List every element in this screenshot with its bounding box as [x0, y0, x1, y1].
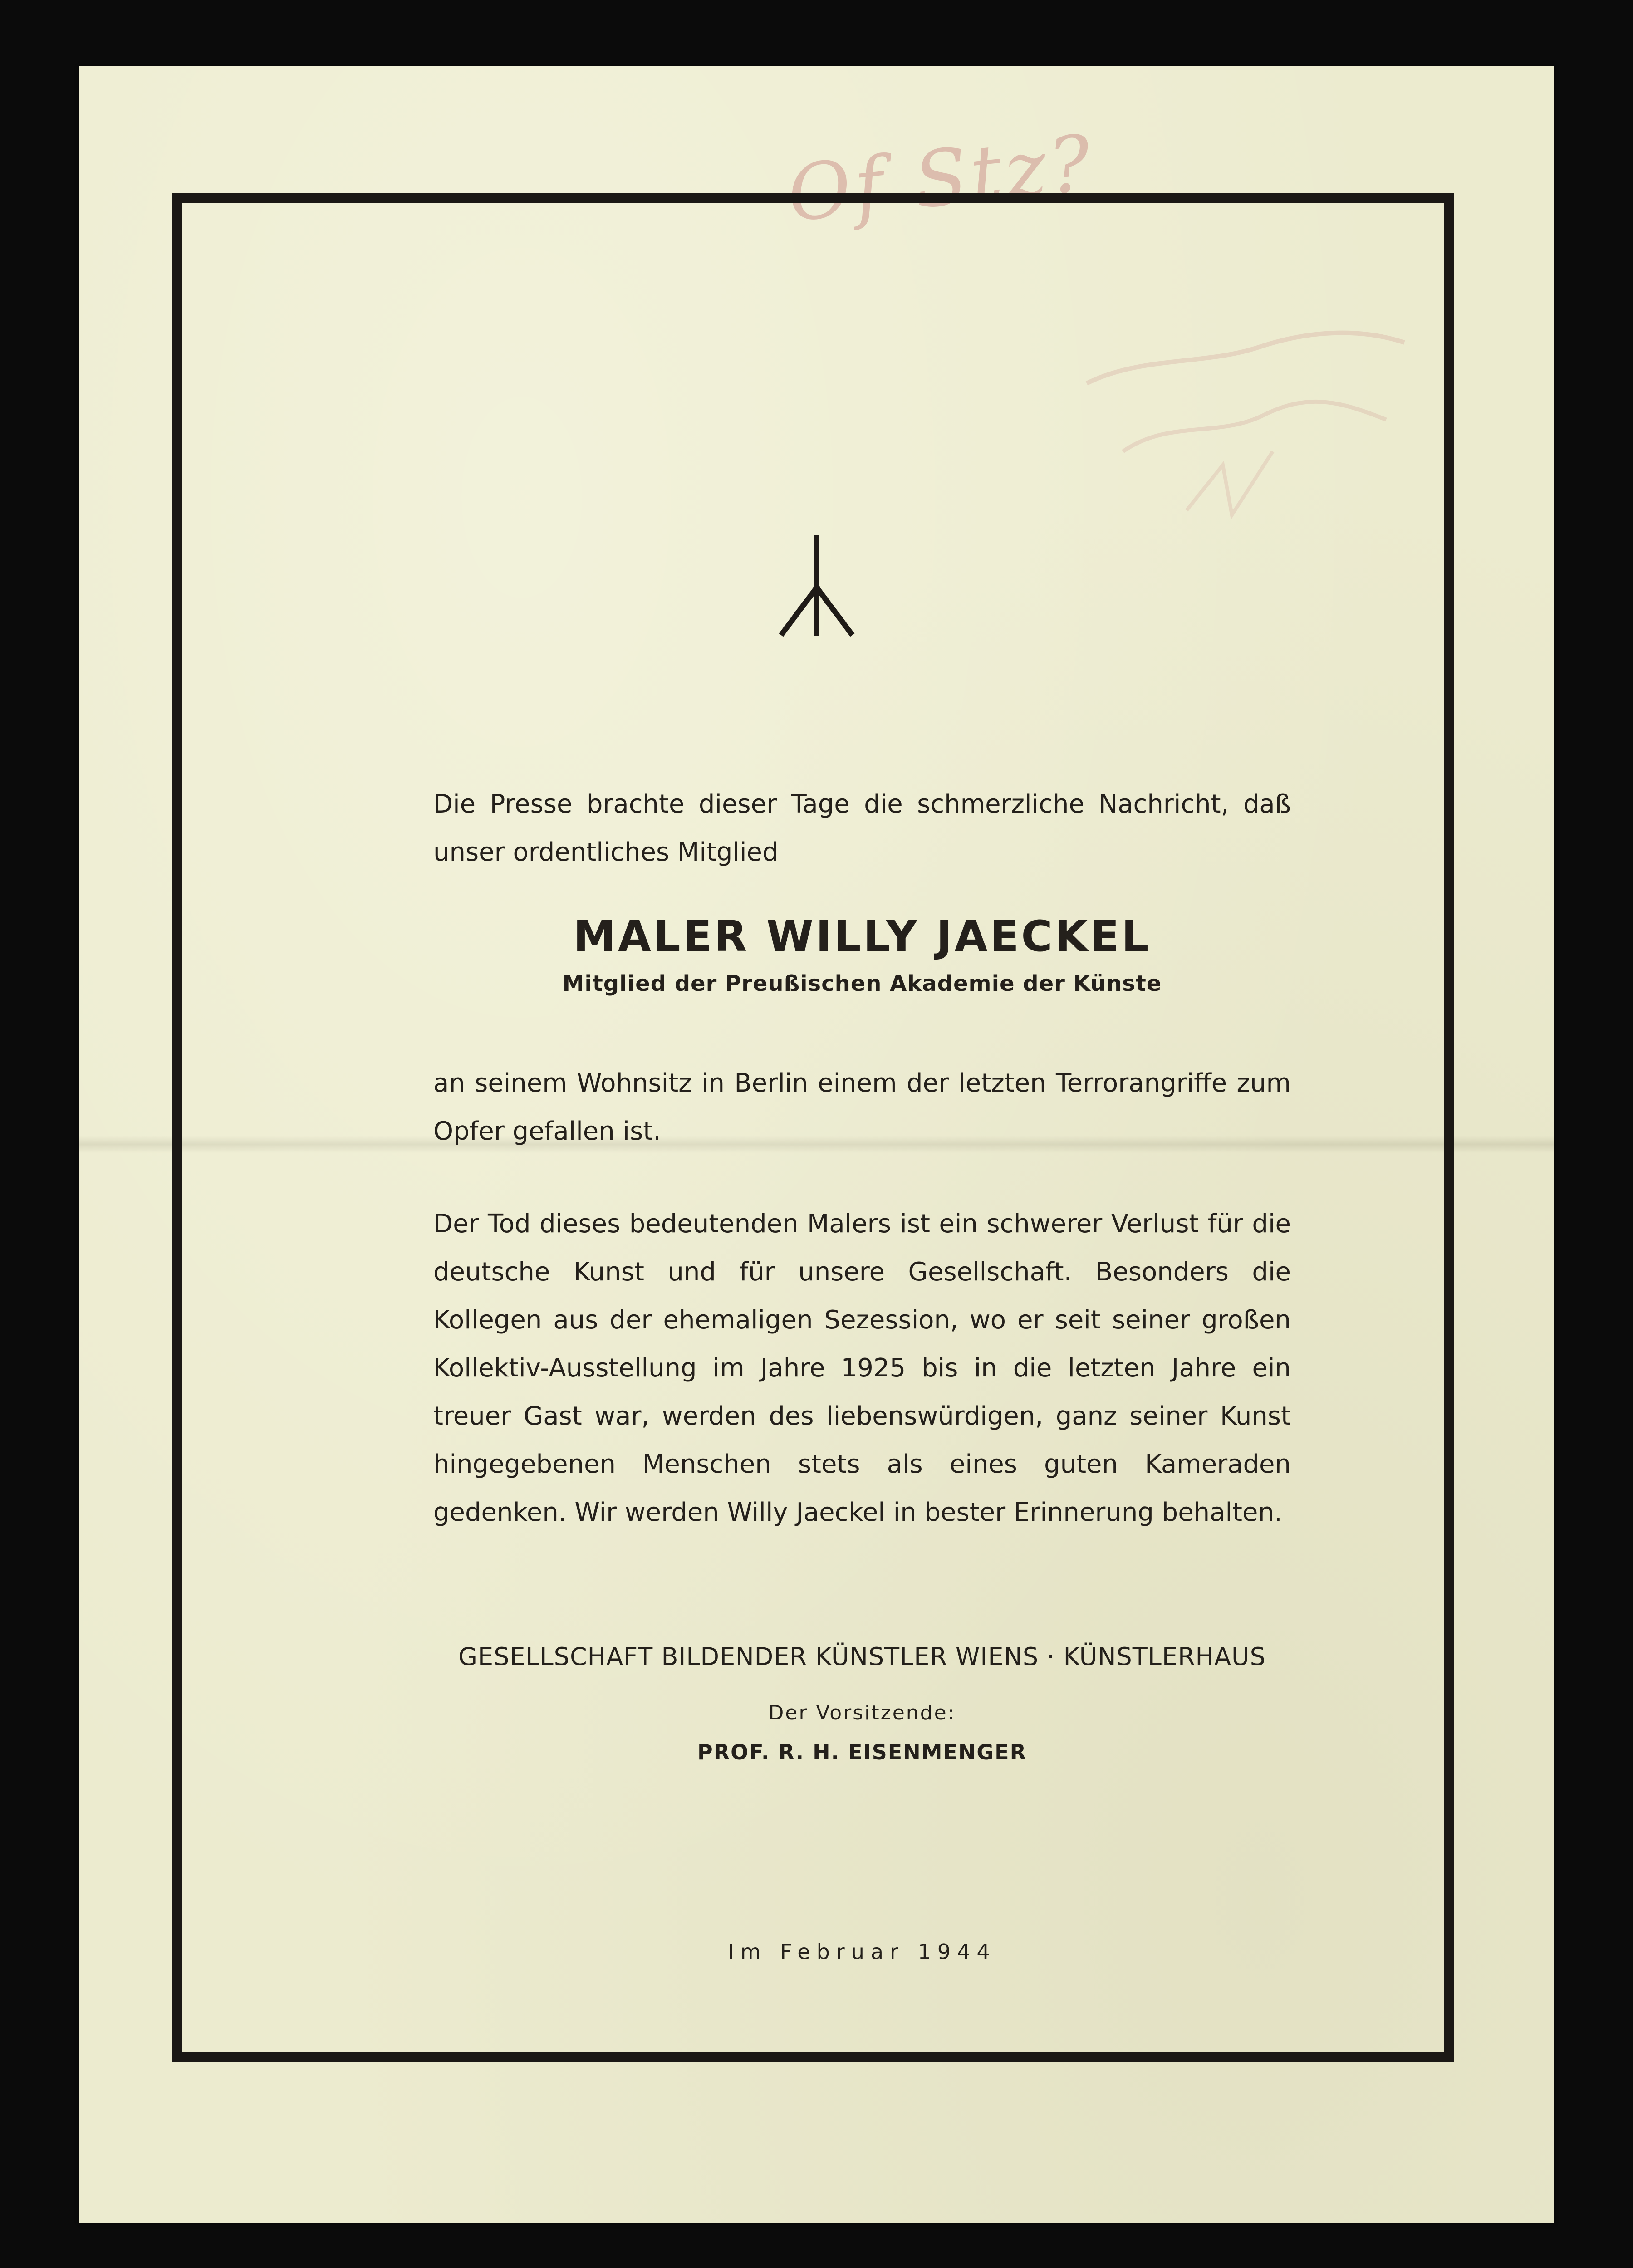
chair-label: Der Vorsitzende:	[768, 1701, 956, 1724]
mourning-notice-sheet	[79, 66, 1554, 2223]
notice-date: Im Februar 1944	[728, 1940, 996, 1964]
pencil-annotation: Of Stz?	[783, 118, 1099, 240]
intro-text: Die Presse brachte dieser Tage die schmerzliche Nachricht, daß unser ordentliches Mitglied	[433, 789, 1291, 867]
society-name: GESELLSCHAFT BILDENDER KÜNSTLER WIENS · KÜNSTLERHAUS	[458, 1642, 1266, 1671]
paragraph-tribute: Der Tod dieses bedeutenden Malers ist ein schwerer Verlust für die deutsche Kunst und für unsere Gesellschaft. Besonders die Kollegen aus der ehemaligen Sezession, wo er seit seiner großen Kollektiv-Ausstellung im Jahre 1925 bis in die letzten Jahre ein treuer Gast war, werden des liebenswürdigen, ganz seiner Kunst hingegebenen Menschen stets als eines guten Kameraden gedenken. Wir werden Willy Jaeckel in bester Erinnerung behalten.	[433, 1209, 1291, 1527]
death-rune-icon	[774, 533, 860, 637]
deceased-name: MALER WILLY JAECKEL	[573, 912, 1151, 961]
chair-name: PROF. R. H. EISENMENGER	[697, 1740, 1027, 1764]
paragraph-death: an seinem Wohnsitz in Berlin einem der letzten Terrorangriffe zum Opfer gefallen ist.	[433, 1068, 1291, 1146]
deceased-affiliation: Mitglied der Preußischen Akademie der Künste	[562, 971, 1162, 996]
